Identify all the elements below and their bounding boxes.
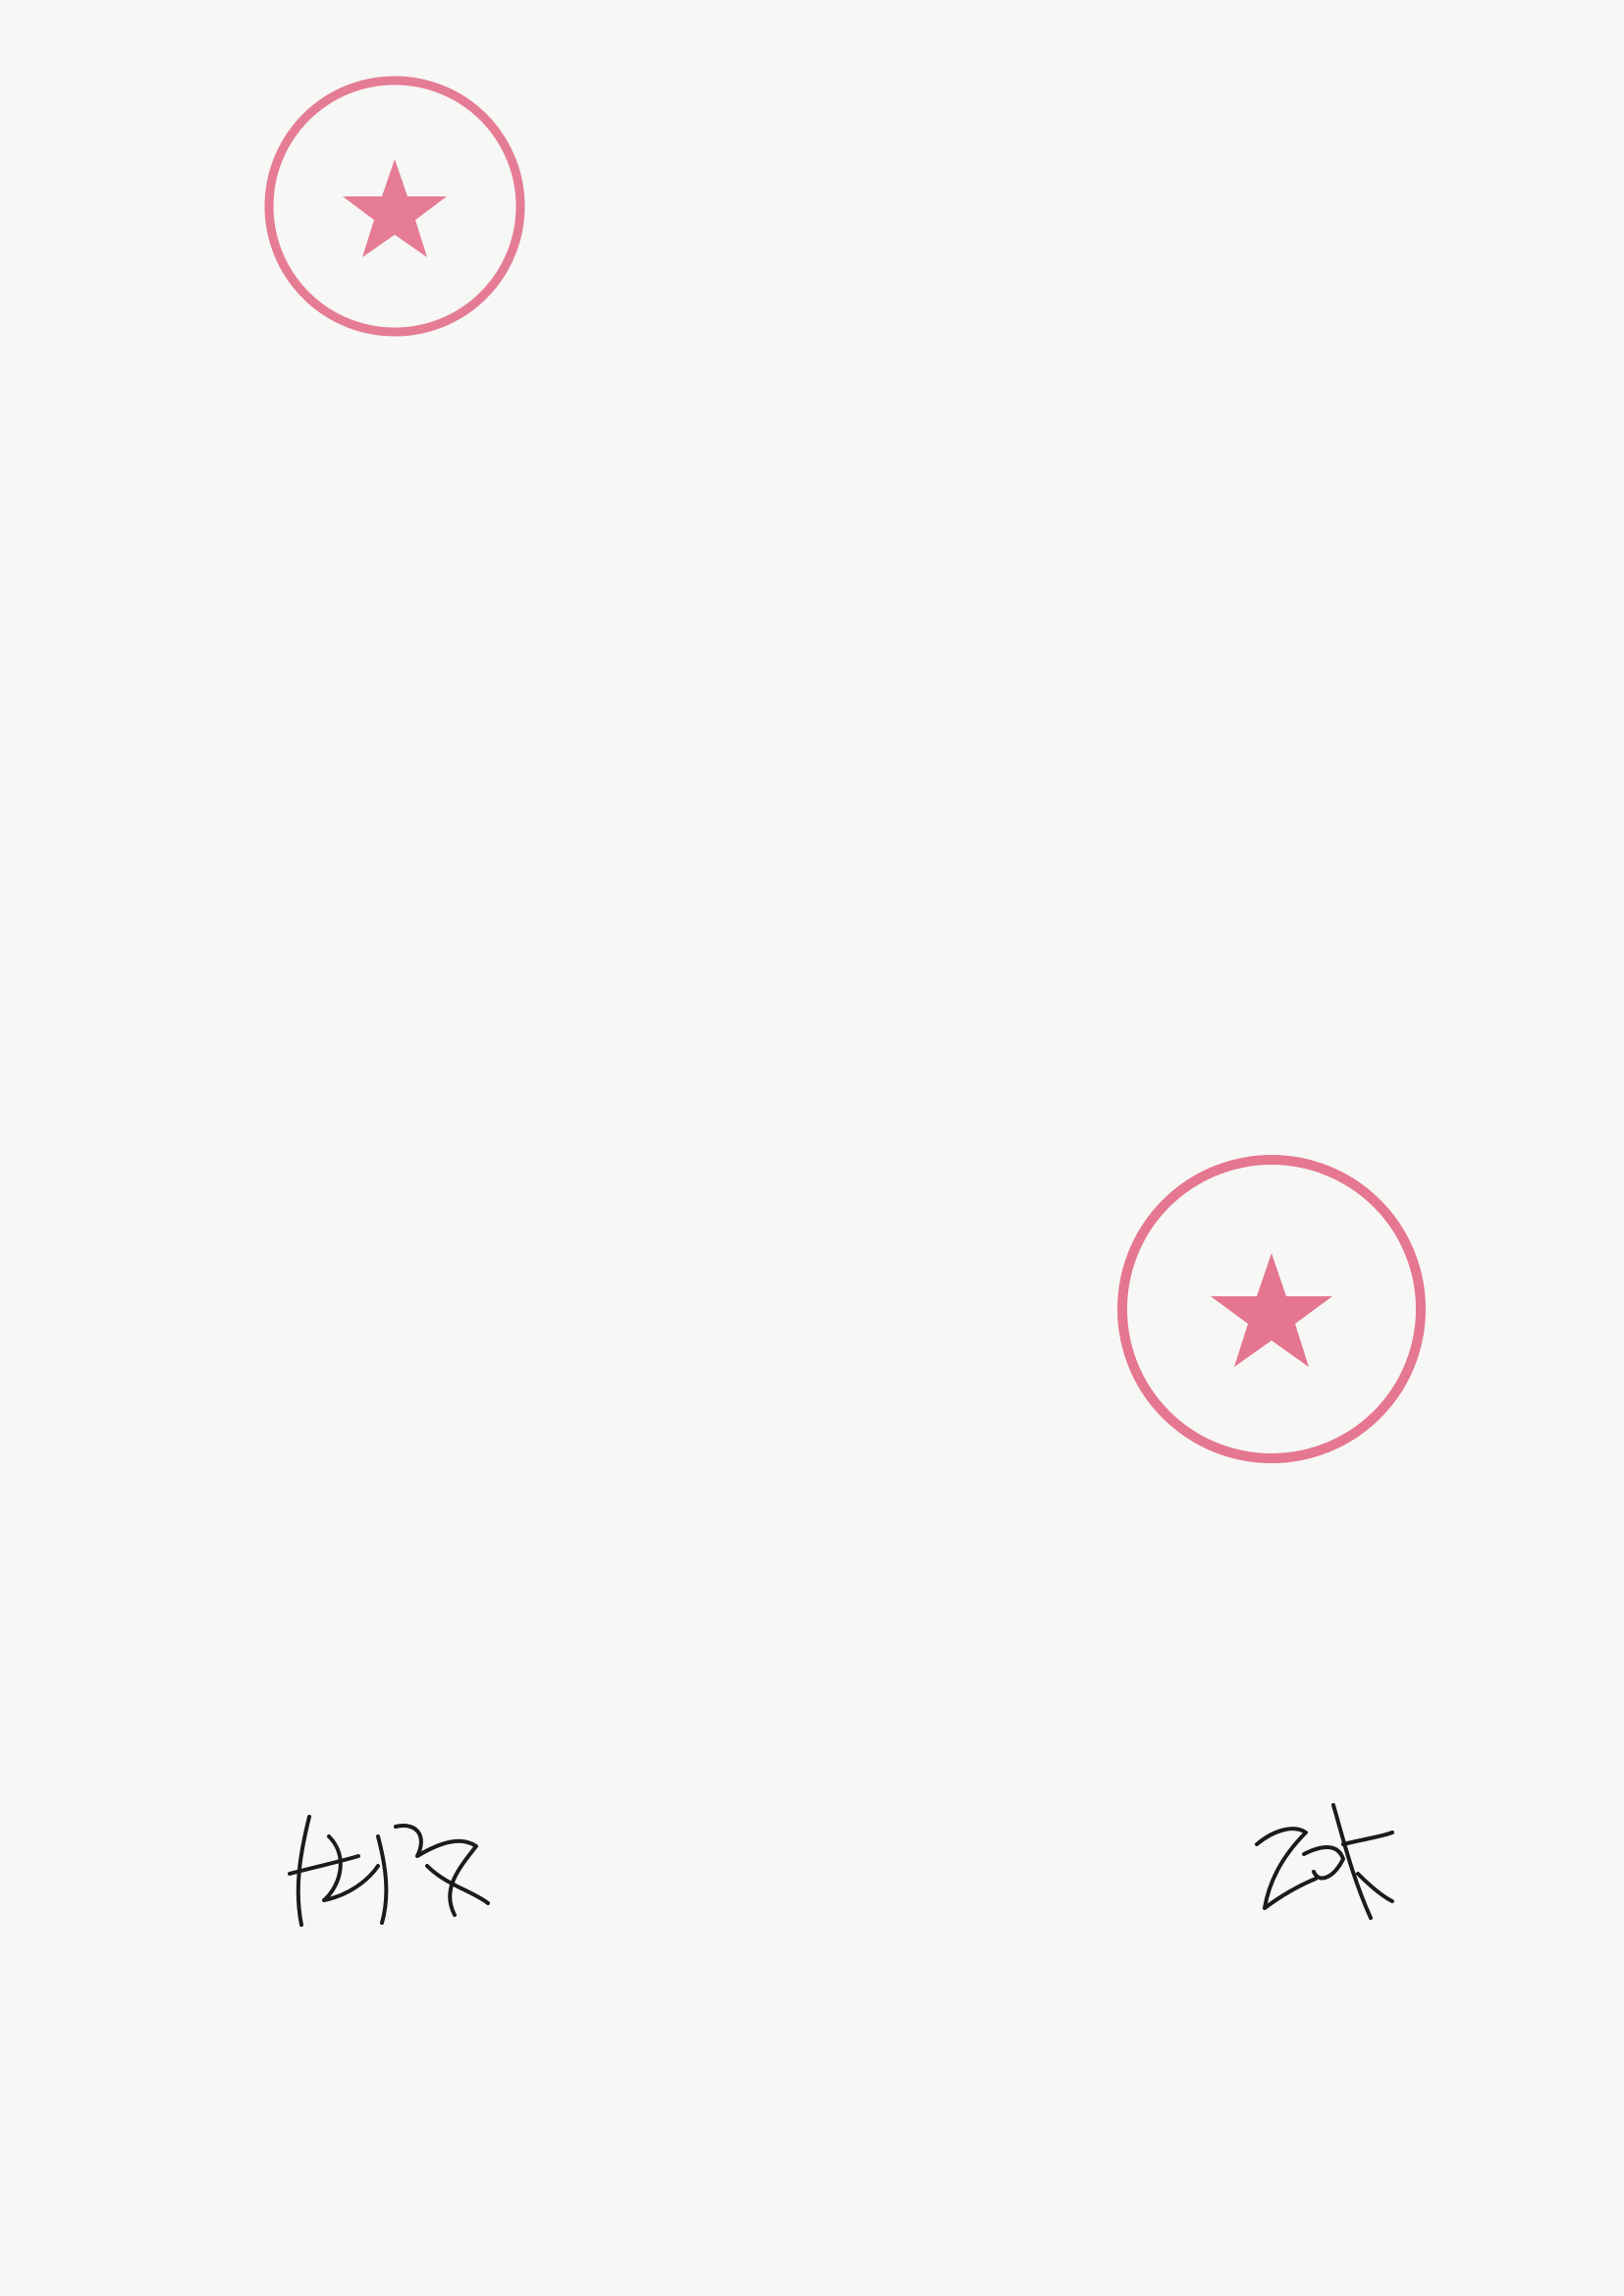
preparer-signature bbox=[1245, 1785, 1402, 1933]
responsible-person-signature bbox=[280, 1797, 496, 1935]
